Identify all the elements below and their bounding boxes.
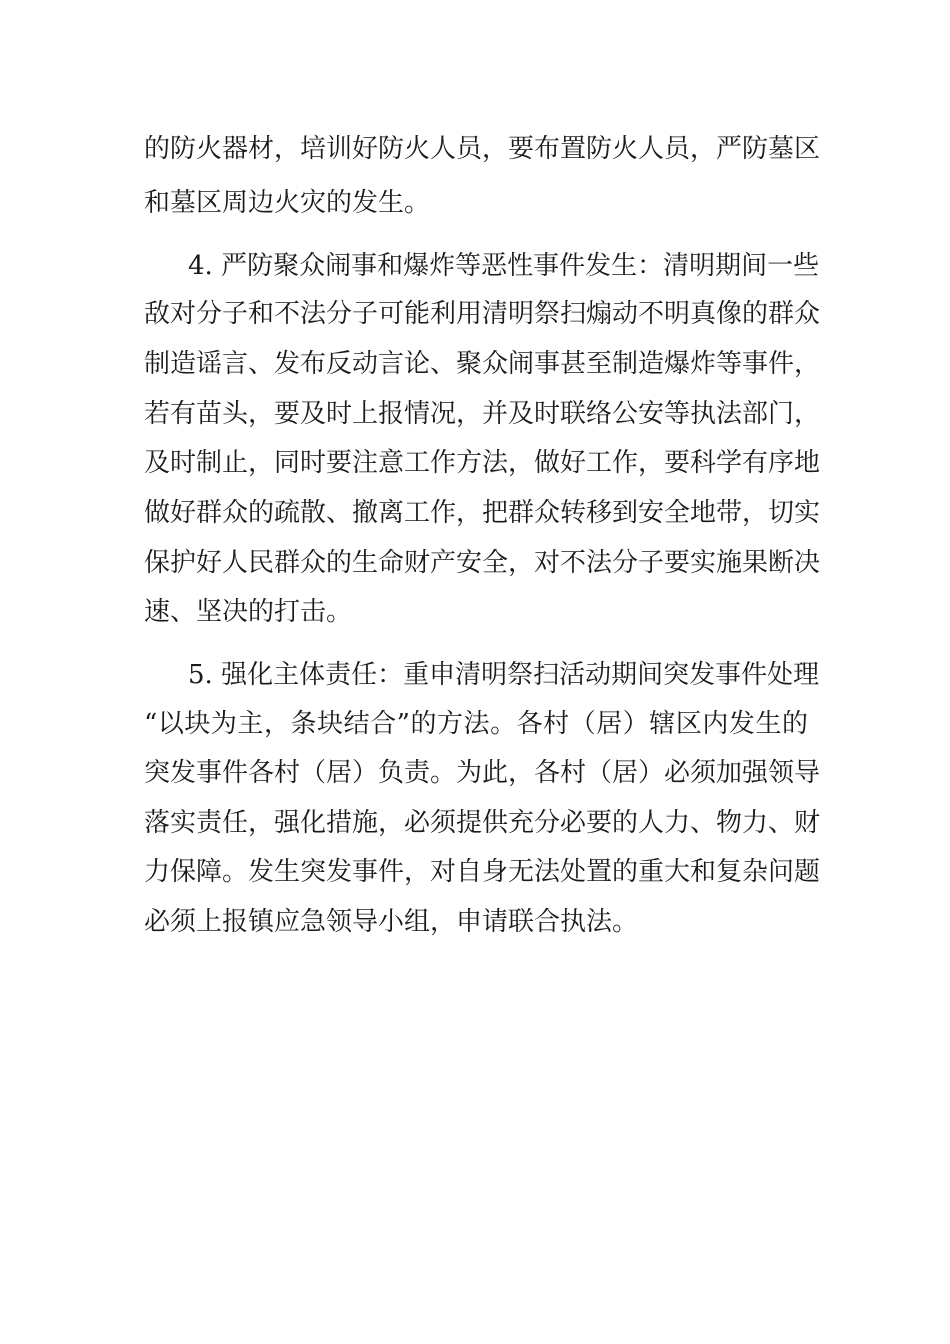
text-line: 力保障。发生突发事件，对自身无法处置的重大和复杂问题 — [144, 857, 821, 887]
text-line: 5. 强化主体责任：重申清明祭扫活动期间突发事件处理 — [188, 660, 820, 690]
text-line: 4. 严防聚众闹事和爆炸等恶性事件发生：清明期间一些 — [188, 251, 820, 281]
text-line: 若有苗头，要及时上报情况，并及时联络公安等执法部门， — [144, 399, 821, 429]
text-line: 必须上报镇应急领导小组，申请联合执法。 — [144, 907, 639, 937]
text-line: 落实责任，强化措施，必须提供充分必要的人力、物力、财 — [144, 808, 821, 838]
text-line: 突发事件各村（居）负责。为此，各村（居）必须加强领导 — [144, 758, 821, 788]
text-line: “以块为主，条块结合”的方法。各村（居）辖区内发生的 — [144, 709, 808, 739]
text-line: 速、坚决的打击。 — [144, 597, 353, 627]
text-line: 保护好人民群众的生命财产安全，对不法分子要实施果断决 — [144, 548, 821, 578]
text-line: 和墓区周边火灾的发生。 — [144, 188, 431, 218]
text-line: 制造谣言、发布反动言论、聚众闹事甚至制造爆炸等事件， — [144, 349, 821, 379]
text-line: 及时制止，同时要注意工作方法，做好工作，要科学有序地 — [144, 448, 821, 478]
text-line: 的防火器材，培训好防火人员，要布置防火人员，严防墓区 — [144, 134, 821, 164]
text-line: 做好群众的疏散、撤离工作，把群众转移到安全地带，切实 — [144, 498, 821, 528]
text-line: 敌对分子和不法分子可能利用清明祭扫煽动不明真像的群众 — [144, 299, 821, 329]
